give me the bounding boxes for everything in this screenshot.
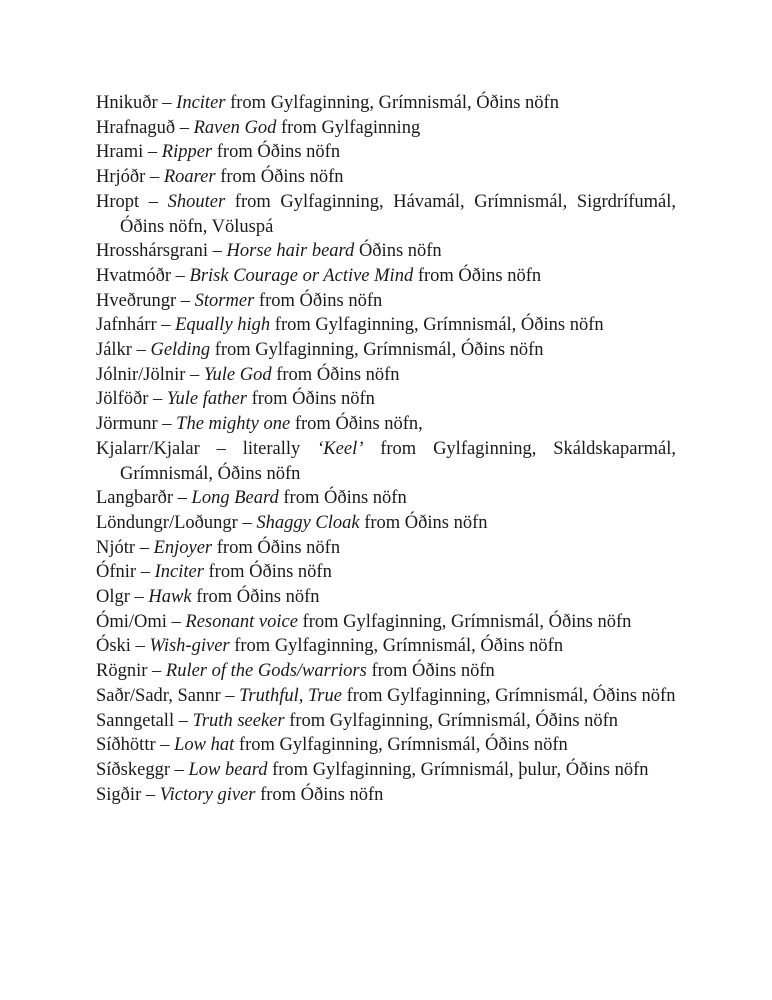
entry-meaning: Truthful, True [239,685,342,706]
list-item [96,733,676,758]
entry-separator: – [131,340,151,361]
entry-name: Hrjóðr [96,167,146,188]
entry-name: Jölföðr [96,389,149,410]
entry-meaning: Resonant voice [185,611,298,632]
list-item [96,437,676,486]
entry-source: from Óðins nöfn [254,290,383,311]
list-item [96,264,676,289]
entry-name: Óski [96,636,131,657]
entry-meaning: The mighty one [176,414,291,435]
entry-separator: – [143,142,162,163]
list-item [96,585,676,610]
entry-source: from Gylfaginning, Hávamál, Grímnismál, Sigrdrífumál, Óðins nöfn, Völuspá [120,191,676,237]
entry-separator: – [166,611,186,632]
entry-meaning: Ruler of the Gods/warriors [165,661,367,682]
entry-separator: – [220,685,240,706]
entry-meaning: Stormer [194,290,255,311]
entry-separator: – [171,265,190,286]
entry-source: from Gylfaginning, Skáldskaparmál, Grímnismál, Óðins nöfn [120,438,676,484]
entry-name: Langbarðr [96,488,174,509]
list-item [96,709,676,734]
entry-meaning: Inciter [176,93,226,113]
entry-meaning: Victory giver [159,784,256,805]
entry-separator: – [156,315,176,336]
entry-name: Hvatmóðr [96,265,172,286]
entry-meaning: ‘Keel’ [317,438,364,459]
entry-separator: – [237,512,257,533]
list-item [96,783,676,808]
entry-meaning: Ripper [161,142,213,163]
list-item [96,634,676,659]
entry-name: Hrafnaguð [96,117,176,138]
entry-name: Hnikuðr [96,93,158,113]
entry-name: Hveðrungr [96,290,177,311]
entry-source: from Gylfaginning, Grímnismál, Óðins nöfn [341,685,676,706]
entry-source: from Óðins nöfn [366,661,495,682]
entry-source: from Óðins nöfn [359,512,488,533]
list-item [96,313,676,338]
entry-source: from Óðins nöfn [255,784,384,805]
entry-meaning: Yule God [203,364,272,385]
entry-meaning: Enjoyer [153,537,213,558]
list-item [96,536,676,561]
entry-name: Jörmunr [96,414,158,435]
entry-name: Ómi/Omi [96,611,167,632]
entry-name: Sigðir [96,784,142,805]
entry-name: Ófnir [96,562,137,583]
list-item [96,91,676,116]
entry-source: from Óðins nöfn [212,537,341,558]
entry-separator: – [145,167,164,188]
entry-source: from Óðins nöfn, [290,414,423,435]
entry-source: from Gylfaginning, Grímnismál, Óðins nöfn [284,710,619,731]
entry-separator: – literally [199,438,318,459]
list-item [96,511,676,536]
entry-source: from Óðins nöfn [271,364,400,385]
entry-separator: – [176,290,195,311]
entry-source: from Óðins nöfn [215,167,344,188]
list-item [96,684,676,709]
entry-meaning: Inciter [154,562,204,583]
entry-source: Óðins nöfn [354,241,442,262]
entry-meaning: Long Beard [191,488,279,509]
entry-name: Njótr [96,537,136,558]
entry-separator: – [157,93,177,113]
entry-source: from Gylfaginning, Grímnismál, Óðins nöfn [229,636,564,657]
entry-separator: – [141,784,160,805]
list-item [96,560,676,585]
list-item [96,289,676,314]
entry-name: Hrami [96,142,144,163]
entry-source: from Gylfaginning, Grímnismál, Óðins nöfn [234,735,568,756]
entry-separator: – [170,759,189,780]
list-item [96,116,676,141]
entry-meaning: Gelding [150,340,211,361]
entry-separator: – [174,710,193,731]
entry-meaning: Low beard [188,759,268,780]
entry-meaning: Shouter [167,191,226,212]
list-item [96,758,676,783]
entry-separator: – [129,587,149,608]
entry-name: Saðr/Sadr, Sannr [96,685,221,706]
entry-source: from Gylfaginning, Grímnismál, Óðins nöfn [297,611,632,632]
entry-separator: – [148,389,167,410]
entry-meaning: Equally high [175,315,271,336]
entry-separator: – [139,191,168,212]
list-item [96,165,676,190]
entry-meaning: Wish-giver [149,636,230,657]
entry-separator: – [185,364,204,385]
list-item [96,610,676,635]
list-item [96,140,676,165]
entry-source: from Gylfaginning [276,117,421,138]
entry-source: from Gylfaginning, Grímnismál, Óðins nöfn [210,340,544,361]
entry-separator: – [208,241,227,262]
entry-meaning: Truth seeker [192,710,285,731]
list-item [96,387,676,412]
entry-meaning: Shaggy Cloak [256,512,360,533]
entry-source: from Óðins nöfn [413,265,542,286]
entry-separator: – [155,735,175,756]
entry-separator: – [135,537,154,558]
entry-name: Síðskeggr [96,759,170,780]
entry-separator: – [136,562,155,583]
entry-source: from Gylfaginning, Grímnismál, Óðins nöfn [270,315,604,336]
entry-name: Sanngetall [96,710,175,731]
entry-meaning: Horse hair beard [226,241,355,262]
name-list [96,91,676,807]
entry-name: Kjalarr/Kjalar [96,438,200,459]
entry-source: from Óðins nöfn [212,142,341,163]
entry-name: Jafnhárr [96,315,157,336]
entry-meaning: Roarer [163,167,216,188]
entry-meaning: Brisk Courage or Active Mind [189,265,414,286]
entry-separator: – [147,661,166,682]
entry-source: from Óðins nöfn [203,562,332,583]
entry-name: Síðhöttr [96,735,156,756]
entry-separator: – [175,117,194,138]
entry-separator: – [157,414,177,435]
entry-name: Jólnir/Jölnir [96,364,186,385]
entry-source: from Gylfaginning, Grímnismál, þulur, Óðins nöfn [267,759,649,780]
entry-meaning: Low hat [174,735,235,756]
entry-separator: – [130,636,150,657]
entry-meaning: Raven God [193,117,277,138]
entry-name: Rögnir [96,661,148,682]
entry-name: Hropt [96,191,140,212]
entry-meaning: Yule father [166,389,247,410]
entry-meaning: Hawk [148,587,192,608]
entry-source: from Óðins nöfn [191,587,320,608]
entry-name: Löndungr/Loðungr [96,512,238,533]
entry-separator: – [173,488,192,509]
entry-name: Jálkr [96,340,132,361]
entry-name: Hrosshársgrani [96,241,209,262]
entry-source: from Gylfaginning, Grímnismál, Óðins nöfn [225,93,559,113]
entry-source: from Óðins nöfn [278,488,407,509]
list-item [96,190,676,239]
entry-name: Olgr [96,587,130,608]
list-item [96,363,676,388]
list-item [96,412,676,437]
list-item [96,239,676,264]
list-item [96,659,676,684]
list-item [96,486,676,511]
list-item [96,338,676,363]
entry-source: from Óðins nöfn [246,389,375,410]
